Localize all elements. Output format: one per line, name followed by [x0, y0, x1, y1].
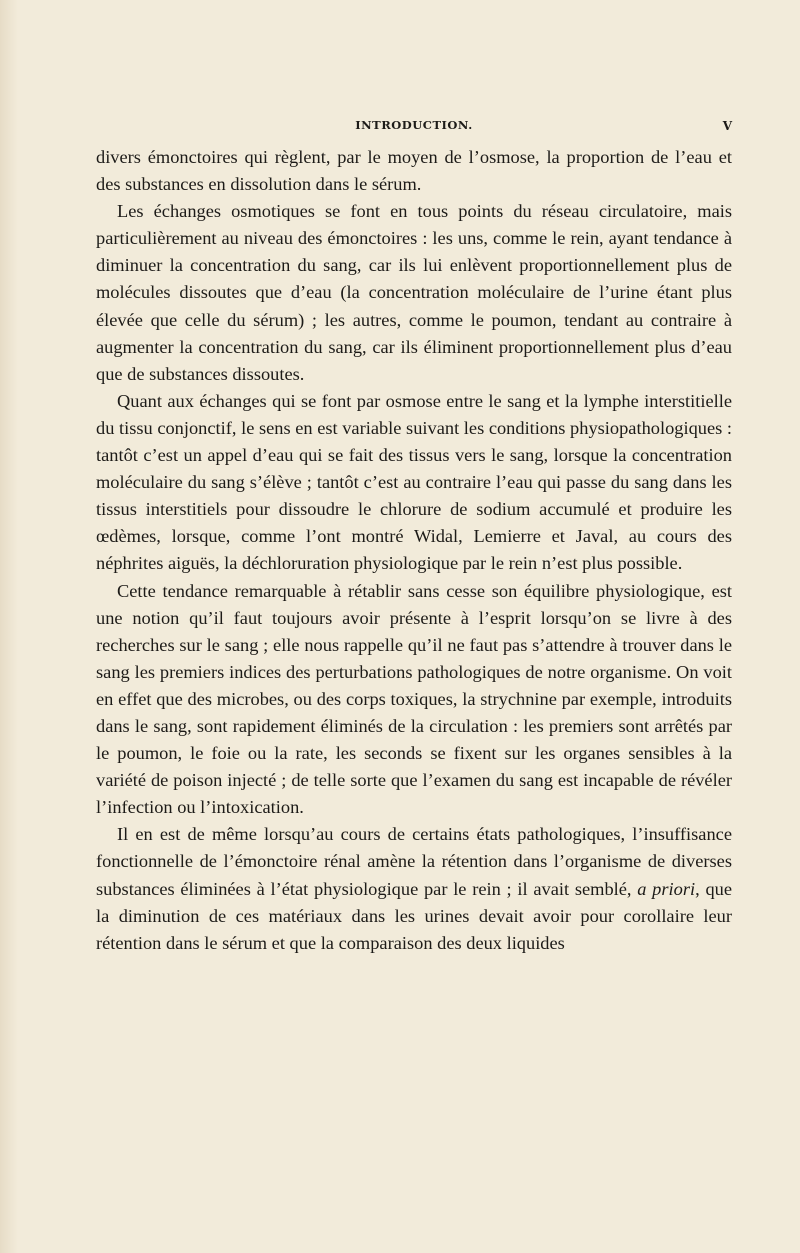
paragraph-2: Les échanges osmotiques se font en tous points du réseau circulatoire, mais particulièrement au niveau des émonctoires : les uns, comme le rein, ayant tendance à diminuer la concentration du sang, car ils lui enlèvent proportionnellement plus de molécules dissoutes que d’eau (la concentration moléculaire de l’urine étant plus élevée que celle du sérum) ; les autres, comme le poumon, tendant au contraire à augmenter la concentration du sang, car ils éliminent proportionnellement plus d’eau que de substances dissoutes. [96, 201, 732, 384]
body-text [96, 144, 732, 957]
running-title: INTRODUCTION. [355, 118, 473, 132]
paragraph-5-start: Il en est de même lorsqu’au cours de certains états pathologiques, l’insuffisance fonctionnelle de l’émonctoire rénal amène la rétention dans l’organisme de diverses substances éliminées à l’état physiologique par le rein ; il avait semblé, [96, 824, 732, 899]
page-header [96, 118, 732, 136]
binding-gutter [0, 0, 18, 1253]
paragraph-4: Cette tendance remarquable à rétablir sans cesse son équilibre physiologique, est une notion qu’il faut toujours avoir présente à l’esprit lorsqu’on se livre à des recherches sur le sang ; elle nous rappelle qu’il ne faut pas s’attendre à trouver dans le sang les premiers indices des perturbations pathologiques de notre organisme. On voit en effet que des microbes, ou des corps toxiques, la strychnine par exemple, introduits dans le sang, sont rapidement éliminés de la circulation : les premiers sont arrêtés par le poumon, le foie ou la rate, les seconds se fixent sur les organes sensibles à la variété de poison injecté ; de telle sorte que l’examen du sang est incapable de révéler l’infection ou l’intoxication. [96, 580, 732, 818]
page-number: V [722, 119, 732, 133]
paragraph-1: divers émonctoires qui règlent, par le moyen de l’osmose, la proportion de l’eau et des substances en dissolution dans le sérum. [96, 147, 732, 195]
paragraph-5 [96, 821, 732, 956]
paragraph-3: Quant aux échanges qui se font par osmose entre le sang et la lymphe interstitielle du tissu conjonctif, le sens en est variable suivant les conditions physiopathologiques : tantôt c’est un appel d’eau qui se fait des tissus vers le sang, lorsque la concentration moléculaire du sang s’élève ; tantôt c’est au contraire l’eau qui passe du sang dans les tissus interstitiels pour dissoudre le chlorure de sodium accumulé et produire les œdèmes, lorsque, comme l’ont montré Widal, Lemierre et Javal, au cours des néphrites aiguës, la déchloruration physiologique par le rein n’est plus possible. [96, 390, 732, 574]
paragraph-5-end: , que la diminution de ces matériaux dans les urines devait avoir pour corollaire leur rétention dans le sérum et que la comparaison des deux liquides [96, 878, 732, 953]
italic-a-priori: a priori [637, 878, 696, 899]
